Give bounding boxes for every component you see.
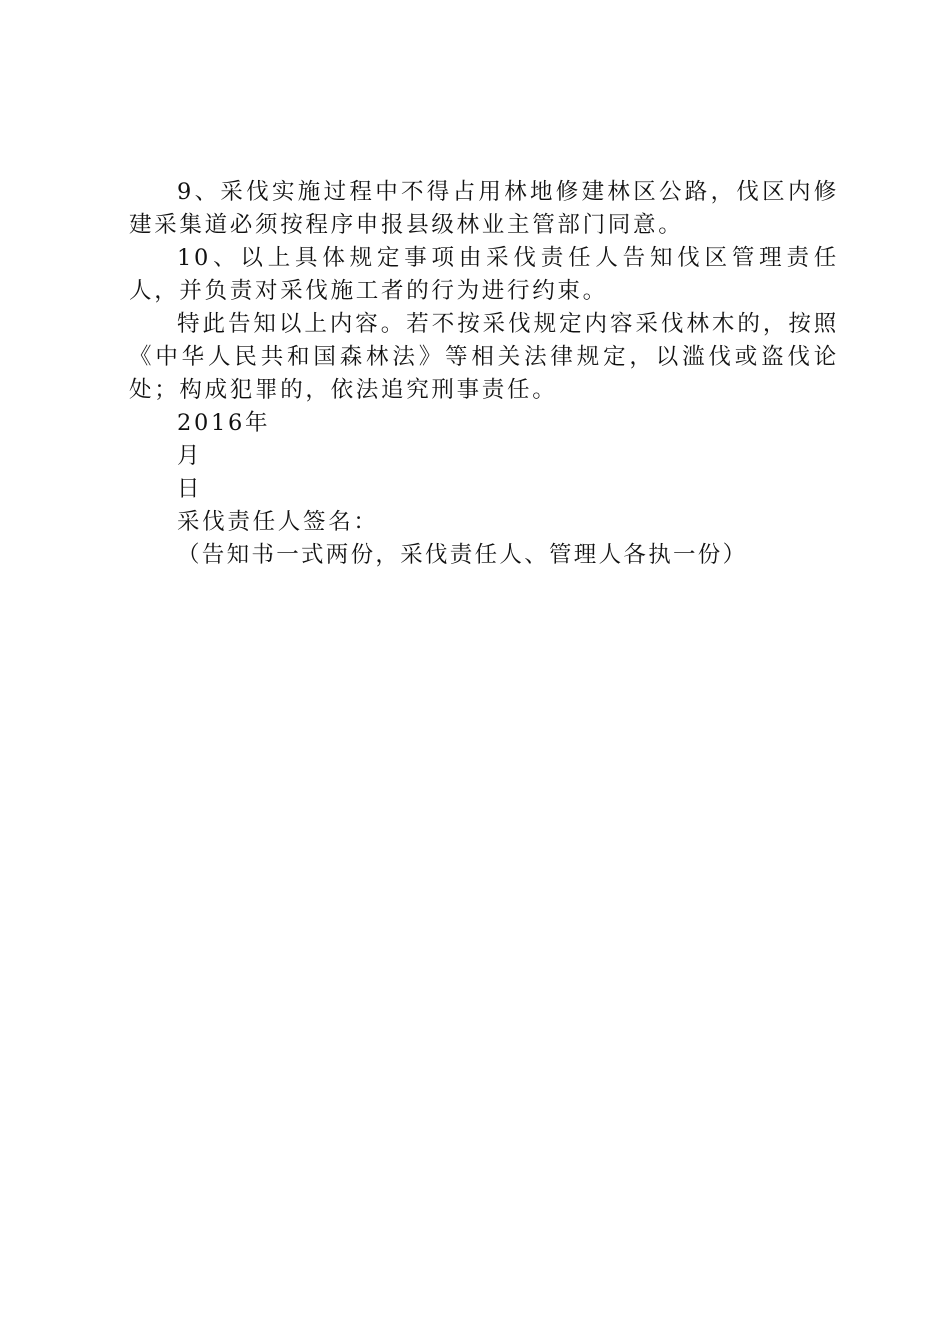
notice-paragraph: 特此告知以上内容。若不按采伐规定内容采伐林木的，按照《中华人民共和国森林法》等相关法律规定，以滥伐或盗伐论处；构成犯罪的，依法追究刑事责任。 <box>129 311 839 403</box>
signature-label: 采伐责任人签名： <box>177 509 379 535</box>
date-day: 日 <box>177 476 203 502</box>
document-body <box>129 176 839 572</box>
date-year: 2016年 <box>177 410 271 436</box>
paragraph-item-9: 9、采伐实施过程中不得占用林地修建林区公路，伐区内修建采集道必须按程序申报县级林业主管部门同意。 <box>129 179 839 238</box>
copies-note: （告知书一式两份，采伐责任人、管理人各执一份） <box>177 542 748 568</box>
date-month: 月 <box>177 443 203 469</box>
paragraph-item-10: 10、以上具体规定事项由采伐责任人告知伐区管理责任人，并负责对采伐施工者的行为进行约束。 <box>129 245 839 304</box>
